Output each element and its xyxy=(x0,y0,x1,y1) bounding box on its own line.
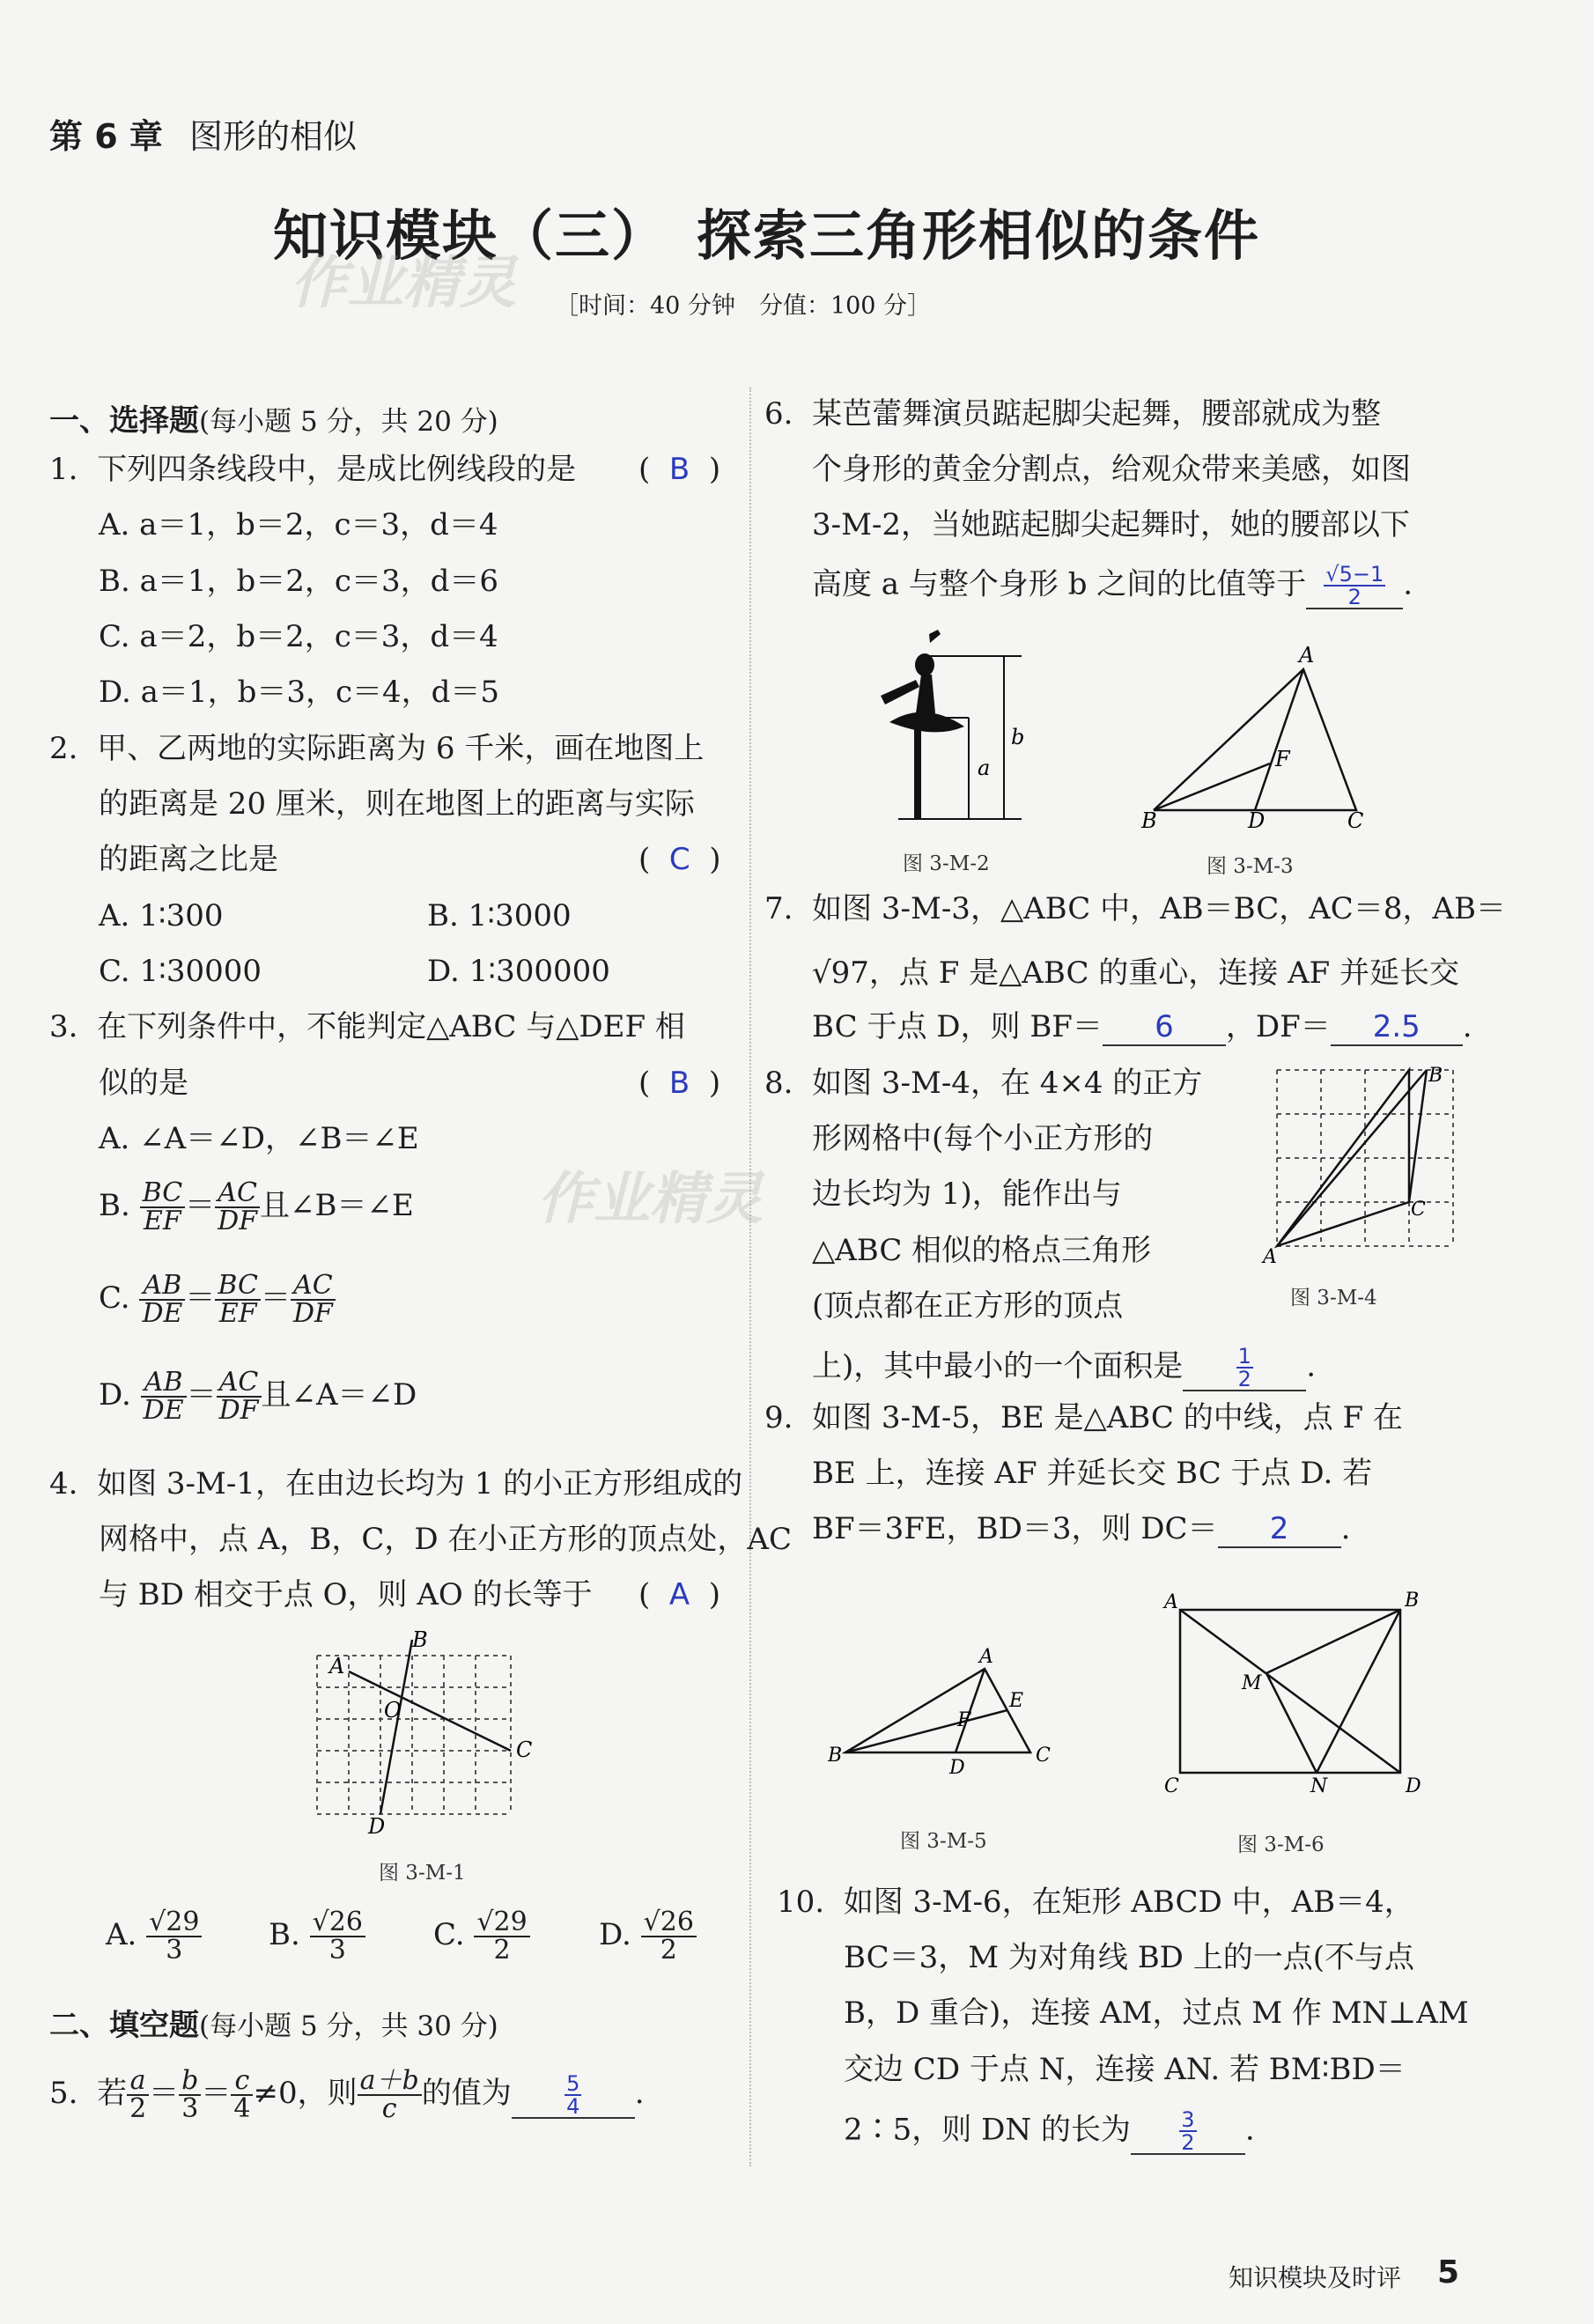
q4-stem-2: 网格中，点 A，B，C，D 在小正方形的顶点处，AC xyxy=(99,1522,792,1557)
svg-text:D: D xyxy=(949,1757,965,1779)
q3-option-d: D. $\frac{AB}{DE}$ ＝ $\frac{AC}{DF}$ 且∠A＝∠D xyxy=(99,1367,417,1426)
page-number: 5 xyxy=(1437,2254,1460,2291)
q8-stem-1: 8. 如图 3-M-4，在 4×4 的正方 xyxy=(764,1066,1203,1101)
segment-bd xyxy=(380,1640,412,1814)
svg-text:E: E xyxy=(1009,1690,1024,1712)
q1-answer: ( B ) xyxy=(638,452,721,487)
q3-option-b: B. $\frac{BC}{EF}$ ＝ $\frac{AC}{DF}$ 且∠B＝∠E xyxy=(99,1177,414,1236)
label-a: A xyxy=(329,1654,345,1678)
label-c: C xyxy=(516,1737,533,1762)
svg-text:C: C xyxy=(1164,1775,1179,1796)
q4-answer: ( A ) xyxy=(638,1577,721,1612)
q1-option-a: A. a＝1，b＝2，c＝3，d＝4 xyxy=(99,507,498,542)
caption-3-m-4: 图 3-M-4 xyxy=(1290,1287,1377,1310)
q8-stem-3: 边长均为 1)，能作出与 xyxy=(812,1177,1122,1212)
q1-option-d: D. a＝1，b＝3，c＝4，d＝5 xyxy=(99,675,500,710)
q10-stem-2: BC＝3，M 为对角线 BD 上的一点(不与点 xyxy=(844,1940,1415,1975)
svg-text:B: B xyxy=(828,1745,843,1767)
caption-3-m-6: 图 3-M-6 xyxy=(1237,1833,1325,1856)
chapter-number: 第 6 章 xyxy=(49,117,163,156)
svg-text:B: B xyxy=(1428,1065,1443,1087)
section-choice-title: 一、选择题(每小题 5 分，共 20 分) xyxy=(49,403,498,439)
q4-option-b: B. $\frac{√26}{3}$ xyxy=(269,1909,365,1964)
svg-text:B: B xyxy=(1405,1590,1420,1612)
q5-stem: 5. 若 $\frac{a}{2}$ ＝ $\frac{b}{3}$ ＝ $\frac{c}{4}$ ≠0，则 $\frac{a+b}{c}$ 的值为 $\frac{5}{4}$ . xyxy=(49,2065,645,2124)
label-d: D xyxy=(368,1814,386,1839)
q2-option-b: B. 1∶3000 xyxy=(427,898,572,933)
figure-3-m-6 xyxy=(1154,1585,1435,1796)
page-title: 知识模块（三） 探索三角形相似的条件 xyxy=(273,203,1261,268)
caption-3-m-3: 图 3-M-3 xyxy=(1207,855,1294,878)
q2-option-c: C. 1∶30000 xyxy=(99,954,262,989)
figure-3-m-3 xyxy=(1136,643,1383,837)
svg-text:A: A xyxy=(1164,1591,1178,1613)
q1-option-b: B. a＝1，b＝2，c＝3，d＝6 xyxy=(99,564,498,599)
q8-stem-5: (顶点都在正方形的顶点 xyxy=(812,1288,1124,1324)
q3-stem-1: 3. 在下列条件中，不能判定△ABC 与△DEF 相 xyxy=(49,1009,685,1044)
q2-option-d: D. 1∶300000 xyxy=(427,954,610,989)
q6-stem-1: 6. 某芭蕾舞演员踮起脚尖起舞，腰部就成为整 xyxy=(764,396,1382,432)
q4-option-d: D. $\frac{√26}{2}$ xyxy=(599,1909,697,1964)
q2-option-a: A. 1∶300 xyxy=(99,898,224,933)
q8-stem-2: 形网格中(每个小正方形的 xyxy=(812,1121,1154,1156)
triangle-side-bc xyxy=(1409,1070,1427,1202)
caption-3-m-2: 图 3-M-2 xyxy=(903,852,990,875)
q4-option-c: C. $\frac{√29}{2}$ xyxy=(433,1909,530,1964)
svg-text:M: M xyxy=(1242,1672,1262,1694)
q1-option-c: C. a＝2，b＝2，c＝3，d＝4 xyxy=(99,619,498,654)
svg-text:D: D xyxy=(1248,808,1266,833)
label-a: a xyxy=(978,756,991,780)
footer-text: 知识模块及时评 xyxy=(1229,2263,1402,2292)
q7-stem-1: 7. 如图 3-M-3，△ABC 中，AB＝BC，AC＝8，AB＝ xyxy=(764,891,1506,926)
figure-3-m-2 xyxy=(845,616,1048,837)
q1-stem: 1. 下列四条线段中，是成比例线段的是 xyxy=(49,452,577,487)
svg-text:F: F xyxy=(1275,747,1290,771)
caption-3-m-1: 图 3-M-1 xyxy=(379,1862,466,1885)
figure-3-m-5 xyxy=(828,1647,1074,1788)
label-o: O xyxy=(384,1698,402,1723)
q8-stem-6: 上)，其中最小的一个面积是 $\frac{1}{2}$ . xyxy=(812,1344,1317,1391)
q8-stem-4: △ABC 相似的格点三角形 xyxy=(812,1233,1152,1268)
q7-stem-3: BC 于点 D，则 BF＝ 6 ，DF＝ 2.5 . xyxy=(812,1009,1472,1044)
chapter-name: 图形的相似 xyxy=(189,117,358,156)
q2-stem-2: 的距离是 20 厘米，则在地图上的距离与实际 xyxy=(99,786,695,822)
grid-lines-m1 xyxy=(317,1656,511,1814)
q6-stem-4: 高度 a 与整个身形 b 之间的比值等于 $\frac{√5-1}{2}$ . xyxy=(812,562,1413,609)
q7-stem-2: √97，点 F 是△ABC 的重心，连接 AF 并延长交 xyxy=(812,955,1460,991)
svg-text:A: A xyxy=(979,1647,993,1668)
q10-stem-1: 10. 如图 3-M-6，在矩形 ABCD 中，AB＝4， xyxy=(777,1885,1414,1920)
q6-stem-2: 个身形的黄金分割点，给观众带来美感，如图 xyxy=(812,452,1411,487)
svg-text:F: F xyxy=(957,1709,971,1731)
q3-answer: ( B ) xyxy=(638,1066,721,1101)
column-divider xyxy=(749,387,753,2166)
section-fill-title: 二、填空题(每小题 5 分，共 30 分) xyxy=(49,2008,498,2043)
label-b: B xyxy=(412,1629,428,1652)
segment-ac xyxy=(349,1671,511,1751)
q3-option-c: C. $\frac{AB}{DE}$ ＝ $\frac{BC}{EF}$ ＝ $\frac{AC}{DF}$ xyxy=(99,1273,336,1327)
q4-stem-3: 与 BD 相交于点 O，则 AO 的长等于 xyxy=(99,1577,593,1612)
figure-3-m-1 xyxy=(299,1629,555,1841)
svg-text:A: A xyxy=(1299,643,1315,668)
q9-stem-1: 9. 如图 3-M-5，BE 是△ABC 的中线，点 F 在 xyxy=(764,1400,1403,1435)
q6-stem-3: 3-M-2，当她踮起脚尖起舞时，她的腰部以下 xyxy=(812,507,1411,542)
q4-stem-1: 4. 如图 3-M-1，在由边长均为 1 的小正方形组成的 xyxy=(49,1466,743,1501)
q3-option-a: A. ∠A＝∠D，∠B＝∠E xyxy=(99,1121,419,1156)
q9-stem-3: BF＝3FE，BD＝3，则 DC＝ 2 . xyxy=(812,1511,1351,1546)
svg-text:D: D xyxy=(1406,1775,1421,1796)
q2-stem-3: 的距离之比是 xyxy=(99,842,278,877)
q10-stem-5: 2∶5，则 DN 的长为 $\frac{3}{2}$ . xyxy=(844,2107,1255,2155)
q2-stem-1: 2. 甲、乙两地的实际距离为 6 千米，画在地图上 xyxy=(49,731,705,766)
svg-text:B: B xyxy=(1141,808,1157,833)
svg-text:C: C xyxy=(1411,1199,1426,1221)
svg-text:C: C xyxy=(1347,808,1364,833)
label-b: b xyxy=(1011,725,1025,749)
figure-3-m-4 xyxy=(1259,1057,1471,1268)
q3-stem-2: 似的是 xyxy=(99,1066,188,1101)
watermark-2: 作业精灵 xyxy=(537,1167,763,1232)
q2-answer: ( C ) xyxy=(638,842,721,877)
q4-option-a: A. $\frac{√29}{3}$ xyxy=(106,1909,202,1964)
svg-text:C: C xyxy=(1036,1745,1051,1767)
caption-3-m-5: 图 3-M-5 xyxy=(900,1830,987,1853)
q10-stem-4: 交边 CD 于点 N，连接 AN. 若 BM∶BD＝ xyxy=(844,2052,1406,2087)
time-info: ［时间：40 分钟 分值：100 分］ xyxy=(555,292,932,320)
q10-stem-3: B，D 重合)，连接 AM，过点 M 作 MN⊥AM xyxy=(844,1996,1469,2031)
q9-stem-2: BE 上，连接 AF 并延长交 BC 于点 D. 若 xyxy=(812,1456,1373,1491)
svg-text:A: A xyxy=(1263,1246,1277,1268)
svg-text:N: N xyxy=(1310,1775,1328,1796)
watermark: 作业精灵 xyxy=(291,251,516,316)
dancer-silhouette xyxy=(881,630,964,819)
